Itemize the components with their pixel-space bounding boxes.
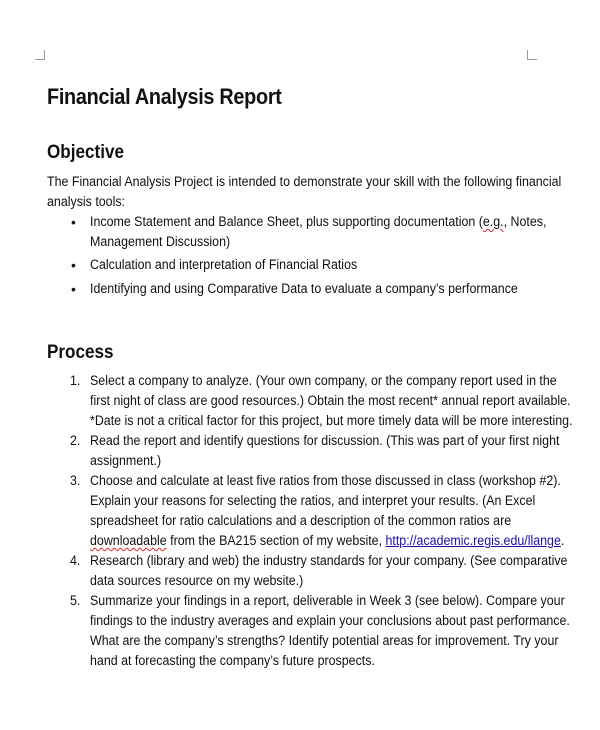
step-number: 1. (70, 373, 81, 388)
margin-corner-mark-left (35, 50, 45, 60)
website-link[interactable]: http://academic.regis.edu/llange (385, 533, 561, 548)
step-text: Read the report and identify questions for discussion. (This was part of your first night assignment.) (90, 433, 560, 468)
bullet-text: Calculation and interpretation of Financial Ratios (90, 257, 358, 272)
step-number: 2. (70, 433, 81, 448)
margin-corner-mark-right (527, 50, 537, 60)
step-text: Choose and calculate at least five ratios from those discussed in class (workshop #2). Explain your reasons for selecting the ratios, and interpret your results. (An Excel spreadsheet for ratio calculations and a description of the common ratios are downloadable from the BA215 section of my website, http://academic.regis.edu/llange. (90, 473, 565, 548)
bullet-text: Identifying and using Comparative Data to evaluate a company’s performance (90, 281, 518, 296)
spellcheck-flagged-word[interactable]: downloadable (90, 533, 167, 548)
process-heading: Process (47, 342, 114, 363)
paragraph-line: The Financial Analysis Project is intended to demonstrate your skill with the following financial (47, 174, 562, 189)
objective-paragraph (47, 172, 562, 212)
step-text: Research (library and web) the industry standards for your company. (See comparative data sources resource on my website.) (90, 553, 568, 588)
bullet-text: Income Statement and Balance Sheet, plus supporting documentation (e.g., Notes, Management Discussion) (90, 214, 547, 249)
step-text: Summarize your findings in a report, deliverable in Week 3 (see below). Compare your findings to the industry averages and explain your conclusions about past performance. What are the company’s strengths? Identify potential areas for improvement. Try your hand at forecasting the company’s future prospects. (90, 593, 570, 668)
step-number: 5. (70, 593, 81, 608)
document-title: Financial Analysis Report (47, 84, 282, 109)
spellcheck-flagged-word[interactable]: e.g. (482, 214, 504, 229)
paragraph-line: analysis tools: (47, 194, 126, 209)
objective-heading: Objective (47, 142, 124, 163)
bullet-dot-icon: • (71, 281, 76, 297)
step-number: 4. (70, 553, 81, 568)
bullet-dot-icon: • (71, 214, 76, 230)
step-number: 3. (70, 473, 81, 488)
bullet-dot-icon: • (71, 257, 76, 273)
step-text: Select a company to analyze. (Your own company, or the company report used in the first night of class are good resources.) Obtain the most recent* annual report available. *Date is not a critical factor for this project, but more timely data will be more interesting. (90, 373, 573, 428)
